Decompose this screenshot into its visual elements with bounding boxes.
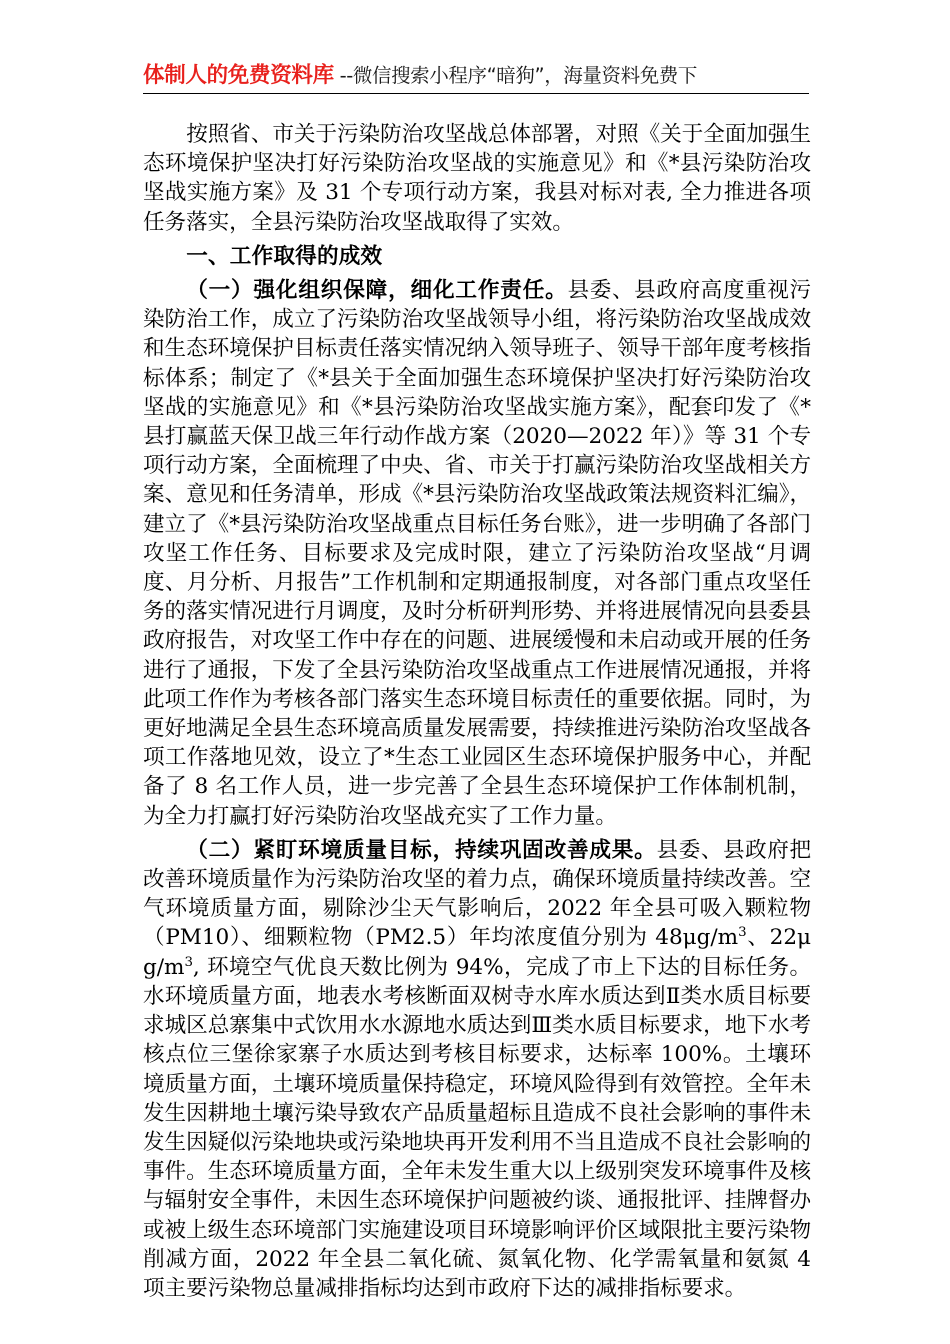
document-body [143, 120, 811, 1303]
subsection-1-lead: （一）强化组织保障，细化工作责任。 [186, 278, 568, 304]
cubic-meter-exponent: 3 [738, 925, 747, 941]
subsection-1-body: 县委、县政府高度重视污染防治工作，成立了污染防治攻坚战领导小组，将污染防治攻坚战成效和生态环境保护目标责任落实情况纳入领导班子、领导干部年度考核指标体系；制定了《*县关于全面加强生态环境保护坚决打好污染防治攻坚战的实施意见》和《*县污染防治攻坚战实施方案》，配套印发了《*县打赢蓝天保卫战三年行动作战方案（2020—2022 年）》等 31 个专项行动方案，全面梳理了中央、省、市关于打赢污染防治攻坚战相关方案、意见和任务清单，形成《*县污染防治攻坚战政策法规资料汇编》，建立了《*县污染防治攻坚战重点目标任务台账》，进一步明确了各部门攻坚工作任务、目标要求及完成时限，建立了污染防治攻坚战“月调度、月分析、月报告”工作机制和定期通报制度，对各部门重点攻坚任务的落实情况进行月调度，及时分析研判形势、并将进展情况向县委县政府报告，对攻坚工作中存在的问题、进展缓慢和未启动或开展的任务进行了通报，下发了全县污染防治攻坚战重点工作进展情况通报，并将此项工作作为考核各部门落实生态环境目标责任的重要依据。同时，为更好地满足全县生态环境高质量发展需要，持续推进污染防治攻坚战各项工作落地见效，设立了*生态工业园区生态环境保护服务中心，并配备了 8 名工作人员，进一步完善了全县生态环境保护工作体制机制，为全力打赢打好污染防治攻坚战充实了工作力量。 [143, 278, 811, 829]
promo-header-banner [143, 64, 809, 94]
subsection-2-body-part2: 、22μg/m [143, 925, 811, 980]
subsection-2-lead: （二）紧盯环境质量目标，持续巩固改善成果。 [186, 837, 657, 863]
subsection-2-body-part3: , 环境空气优良天数比例为 94%，完成了市上下达的目标任务。水环境质量方面，地表水考核断面双树寺水库水质达到Ⅱ类水质目标要求城区总寨集中式饮用水水源地水质达到Ⅲ类水质目标要求，地下水考核点位三堡徐家寨子水质达到考核目标要求，达标率 100%。土壤环境质量方面，土壤环境质量保持稳定，环境风险得到有效管控。全年未发生因耕地土壤污染导致农产品质量超标且造成不良社会影响的事件未发生因疑似污染地块或污染地块再开发利用不当且造成不良社会影响的事件。生态环境质量方面，全年未发生重大以上级别突发环境事件及核与辐射安全事件，未因生态环境保护问题被约谈、通报批评、挂牌督办或被上级生态环境部门实施建设项目环境影响评价区域限批主要污染物削减方面，2022 年全县二氧化硫、氮氧化物、化学需氧量和氨氮 4 项主要污染物总量减排指标均达到市政府下达的减排指标要求。 [143, 954, 811, 1301]
subsection-1-paragraph [143, 276, 811, 831]
cubic-meter-exponent: 3 [184, 954, 193, 970]
subsection-2-body-part1: 县委、县政府把改善环境质量作为污染防治攻坚的着力点，确保环境质量持续改善。空气环境质量方面，剔除沙尘天气影响后，2022 年全县可吸入颗粒物（PM10）、细颗粒物（PM2.5）年均浓度值分别为 48μg/m [143, 837, 811, 951]
promo-brand-text: 体制人的免费资料库 [143, 63, 334, 88]
subsection-2-paragraph [143, 836, 811, 1303]
section-heading-1: 一、工作取得的成效 [186, 243, 383, 269]
intro-paragraph: 按照省、市关于污染防治攻坚战总体部署，对照《关于全面加强生态环境保护坚决打好污染防治攻坚战的实施意见》和《*县污染防治攻坚战实施方案》及 31 个专项行动方案，我县对标对表, 全力推进各项任务落实，全县污染防治攻坚战取得了实效。 [143, 122, 811, 235]
promo-tail-text: --微信搜索小程序“暗狗”，海量资料免费下 [333, 64, 697, 87]
